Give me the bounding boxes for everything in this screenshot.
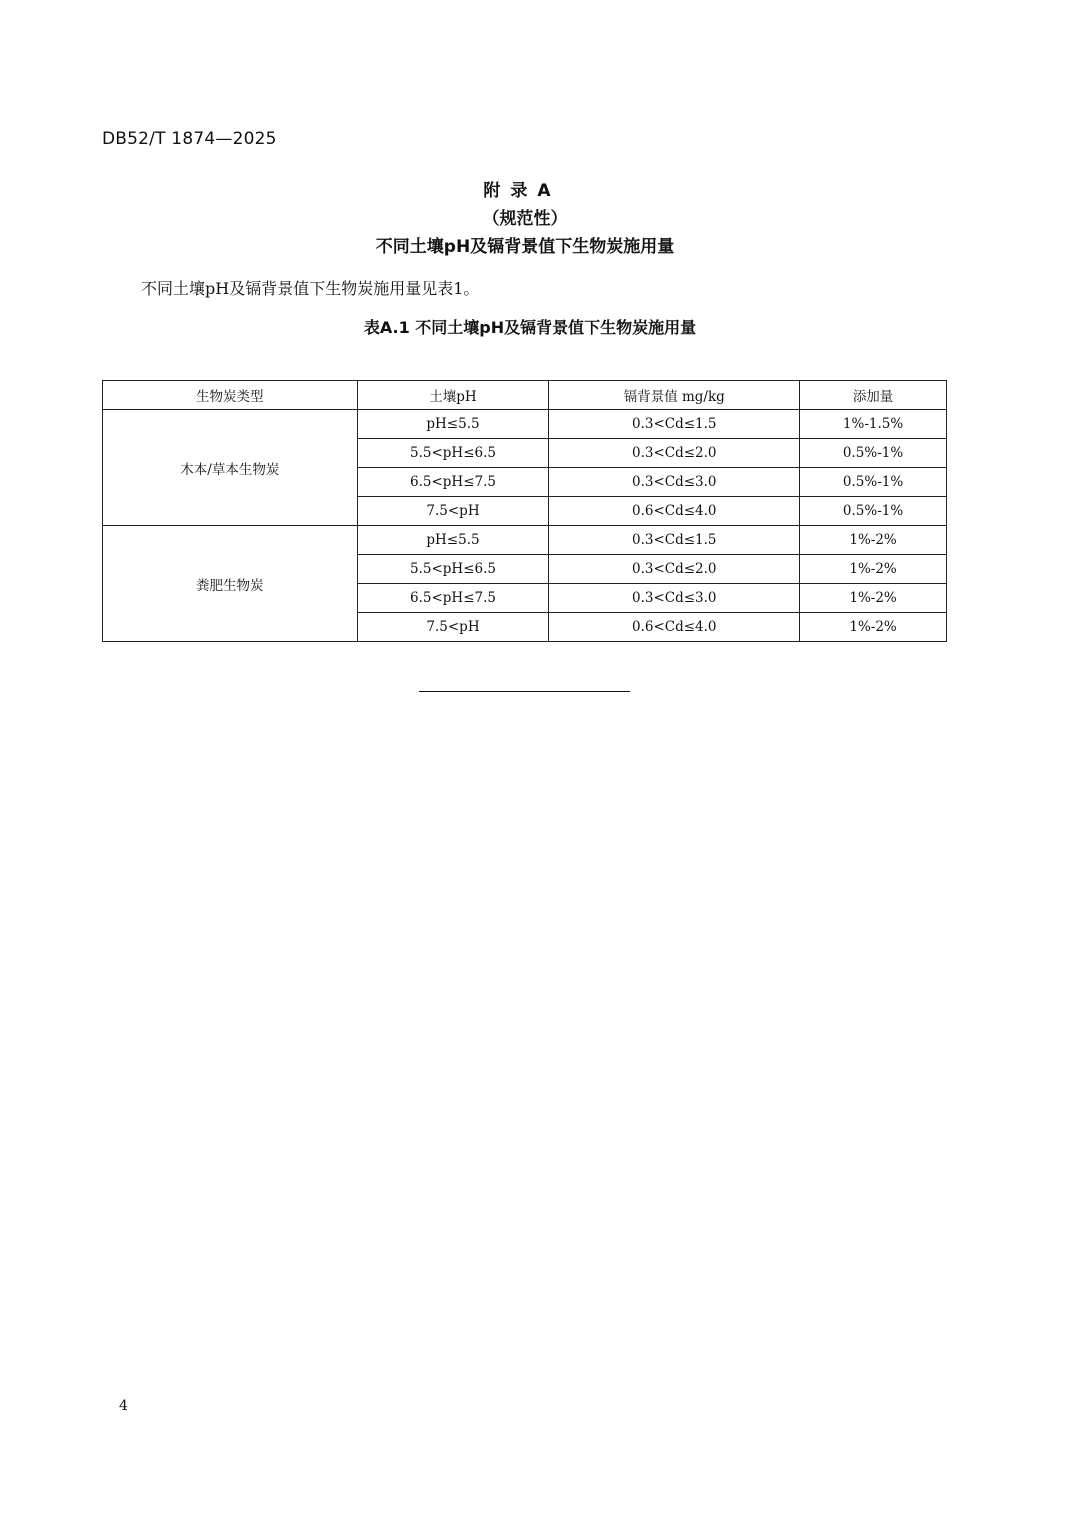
rate-cell: 1%-2%: [800, 613, 947, 642]
rate-cell: 1%-2%: [800, 584, 947, 613]
rate-cell: 1%-1.5%: [800, 410, 947, 439]
cd-cell: 0.3<Cd≤1.5: [549, 526, 800, 555]
appendix-type: （规范性）: [482, 209, 568, 229]
cd-cell: 0.3<Cd≤3.0: [549, 468, 800, 497]
ph-cell: 5.5<pH≤6.5: [357, 555, 549, 584]
ph-cell: pH≤5.5: [357, 526, 549, 555]
table-caption: 表A.1 不同土壤pH及镉背景值下生物炭施用量: [363, 318, 697, 337]
header-soil-ph: 土壤pH: [357, 381, 549, 410]
rate-cell: 0.5%-1%: [800, 439, 947, 468]
document-code: DB52/T 1874—2025: [102, 129, 277, 149]
table-header-row: [103, 381, 947, 410]
header-application-rate: 添加量: [800, 381, 947, 410]
cd-cell: 0.3<Cd≤2.0: [549, 555, 800, 584]
rate-cell: 0.5%-1%: [800, 497, 947, 526]
page-number: 4: [119, 1398, 128, 1414]
table-row: [103, 410, 947, 439]
cd-cell: 0.3<Cd≤2.0: [549, 439, 800, 468]
rate-cell: 0.5%-1%: [800, 468, 947, 497]
group-type-cell: 木本/草本生物炭: [103, 410, 358, 526]
ph-cell: 7.5<pH: [357, 497, 549, 526]
rate-cell: 1%-2%: [800, 555, 947, 584]
cd-cell: 0.6<Cd≤4.0: [549, 497, 800, 526]
appendix-title: 不同土壤pH及镉背景值下生物炭施用量: [375, 237, 675, 257]
group-type-cell: 粪肥生物炭: [103, 526, 358, 642]
ph-cell: 6.5<pH≤7.5: [357, 468, 549, 497]
intro-paragraph: 不同土壤pH及镉背景值下生物炭施用量见表1。: [141, 279, 480, 298]
header-cd-background: 镉背景值 mg/kg: [549, 381, 800, 410]
appendix-label: 附录A: [483, 181, 561, 201]
cd-cell: 0.3<Cd≤1.5: [549, 410, 800, 439]
ph-cell: 5.5<pH≤6.5: [357, 439, 549, 468]
table-row: [103, 526, 947, 555]
biochar-application-table: [102, 380, 947, 642]
end-of-document-rule: [419, 691, 630, 692]
header-biochar-type: 生物炭类型: [103, 381, 358, 410]
rate-cell: 1%-2%: [800, 526, 947, 555]
ph-cell: 7.5<pH: [357, 613, 549, 642]
cd-cell: 0.3<Cd≤3.0: [549, 584, 800, 613]
cd-cell: 0.6<Cd≤4.0: [549, 613, 800, 642]
ph-cell: pH≤5.5: [357, 410, 549, 439]
ph-cell: 6.5<pH≤7.5: [357, 584, 549, 613]
